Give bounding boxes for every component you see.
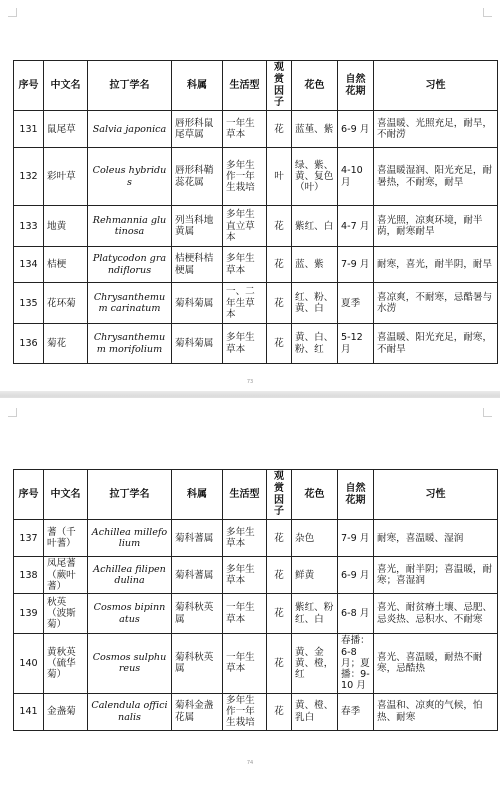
cell-flowering-period: 7-9 月 [338, 247, 374, 283]
cell-chinese-name: 彩叶草 [44, 148, 88, 206]
cell-flowering-period: 7-9 月 [338, 520, 374, 557]
cell-chinese-name: 花环菊 [44, 283, 88, 324]
cell-latin-name: Coleus hybridus [88, 148, 172, 206]
cell-chinese-name: 菊花 [44, 324, 88, 364]
cell-no: 132 [14, 148, 44, 206]
cell-ornamental-factor: 花 [267, 693, 292, 730]
cell-flowering-period: 春播：6-8 月；夏播：9-10 月 [338, 634, 374, 694]
cell-no: 135 [14, 283, 44, 324]
cell-flowering-period: 6-9 月 [338, 557, 374, 594]
header-chinese-name: 中文名 [44, 470, 88, 520]
cell-ornamental-factor: 花 [267, 520, 292, 557]
table-header-row [14, 61, 498, 111]
cell-flower-color: 杂色 [292, 520, 338, 557]
cell-life-form: 多年生草本 [223, 520, 267, 557]
cell-ornamental-factor: 花 [267, 247, 292, 283]
header-ornamental-factor: 观赏因子 [267, 470, 292, 520]
cell-flower-color: 黄、白、粉、红 [292, 324, 338, 364]
header-life-form: 生活型 [223, 470, 267, 520]
cell-habit: 耐寒，喜光，耐半阴，耐旱 [374, 247, 498, 283]
crop-mark [483, 8, 492, 17]
cell-latin-name: Chrysanthemum carinatum [88, 283, 172, 324]
cell-no: 133 [14, 206, 44, 247]
header-flowering-period: 自然花期 [338, 61, 374, 111]
crop-mark [8, 408, 17, 417]
cell-ornamental-factor: 花 [267, 283, 292, 324]
cell-no: 141 [14, 693, 44, 730]
header-flowering-period: 自然花期 [338, 470, 374, 520]
cell-no: 138 [14, 557, 44, 594]
cell-flowering-period: 4-10 月 [338, 148, 374, 206]
cell-family-genus: 列当科地黄属 [172, 206, 223, 247]
cell-life-form: 一年生草本 [223, 634, 267, 694]
cell-chinese-name: 桔梗 [44, 247, 88, 283]
cell-flower-color: 黄、金黄、橙，红 [292, 634, 338, 694]
cell-life-form: 多年生草本 [223, 324, 267, 364]
cell-life-form: 多年生草本 [223, 557, 267, 594]
page-number: 74 [246, 760, 254, 766]
header-family-genus: 科属 [172, 470, 223, 520]
plant-table-page-74 [13, 469, 498, 731]
cell-chinese-name: 金盏菊 [44, 693, 88, 730]
cell-flowering-period: 6-8 月 [338, 594, 374, 634]
cell-chinese-name: 凤尾蓍（蕨叶蓍） [44, 557, 88, 594]
cell-life-form: 一年生草本 [223, 594, 267, 634]
cell-latin-name: Cosmos bipinnatus [88, 594, 172, 634]
table-row [14, 247, 498, 283]
crop-mark [483, 408, 492, 417]
cell-flower-color: 红、粉、黄、白 [292, 283, 338, 324]
cell-habit: 喜温暖、光照充足，耐旱，不耐涝 [374, 111, 498, 148]
crop-mark [8, 8, 17, 17]
plant-table-page-73 [13, 60, 498, 364]
table-row [14, 634, 498, 694]
header-no: 序号 [14, 470, 44, 520]
cell-latin-name: Achillea filipendulina [88, 557, 172, 594]
cell-life-form: 一、二年生草本 [223, 283, 267, 324]
cell-family-genus: 桔梗科桔梗属 [172, 247, 223, 283]
cell-no: 134 [14, 247, 44, 283]
cell-habit: 喜温暖湿润、阳光充足，耐暑热，不耐寒，耐旱 [374, 148, 498, 206]
header-latin-name: 拉丁学名 [88, 61, 172, 111]
cell-family-genus: 菊科秋英属 [172, 634, 223, 694]
header-chinese-name: 中文名 [44, 61, 88, 111]
header-flower-color: 花色 [292, 61, 338, 111]
cell-habit: 耐寒，喜温暖、湿润 [374, 520, 498, 557]
cell-family-genus: 菊科蓍属 [172, 520, 223, 557]
cell-chinese-name: 秋英（波斯菊） [44, 594, 88, 634]
cell-ornamental-factor: 花 [267, 557, 292, 594]
cell-latin-name: Achillea millefolium [88, 520, 172, 557]
cell-flower-color: 黄、橙、乳白 [292, 693, 338, 730]
cell-life-form: 多年生草本 [223, 247, 267, 283]
header-ornamental-factor: 观赏因子 [267, 61, 292, 111]
cell-latin-name: Chrysanthemum morifolium [88, 324, 172, 364]
table-row [14, 324, 498, 364]
cell-flowering-period: 春季 [338, 693, 374, 730]
cell-life-form: 多年生作一年生栽培 [223, 693, 267, 730]
cell-habit: 喜光、喜温暖，耐热不耐寒，忌酷热 [374, 634, 498, 694]
table-row [14, 148, 498, 206]
cell-habit: 喜光，耐半阴；喜温暖，耐寒；喜湿润 [374, 557, 498, 594]
cell-family-genus: 菊科秋英属 [172, 594, 223, 634]
cell-habit: 喜温和、凉爽的气候，怕热、耐寒 [374, 693, 498, 730]
table-row [14, 520, 498, 557]
cell-flowering-period: 夏季 [338, 283, 374, 324]
cell-no: 136 [14, 324, 44, 364]
header-flower-color: 花色 [292, 470, 338, 520]
cell-family-genus: 菊科金盏花属 [172, 693, 223, 730]
cell-no: 139 [14, 594, 44, 634]
cell-life-form: 多年生直立草本 [223, 206, 267, 247]
cell-habit: 喜光照，凉爽环境，耐半荫，耐寒耐旱 [374, 206, 498, 247]
cell-ornamental-factor: 花 [267, 594, 292, 634]
cell-flower-color: 紫红、白 [292, 206, 338, 247]
cell-chinese-name: 蓍（千叶蓍） [44, 520, 88, 557]
cell-ornamental-factor: 花 [267, 634, 292, 694]
table-row [14, 206, 498, 247]
cell-family-genus: 菊科蓍属 [172, 557, 223, 594]
cell-no: 137 [14, 520, 44, 557]
cell-latin-name: Cosmos sulphureus [88, 634, 172, 694]
cell-habit: 喜凉爽，不耐寒，忌酷暑与水涝 [374, 283, 498, 324]
header-habit: 习性 [374, 470, 498, 520]
table-header-row [14, 470, 498, 520]
cell-flower-color: 紫红、粉红、白 [292, 594, 338, 634]
cell-no: 131 [14, 111, 44, 148]
cell-habit: 喜温暖、阳光充足，耐寒，不耐旱 [374, 324, 498, 364]
cell-life-form: 多年生作一年生栽培 [223, 148, 267, 206]
header-life-form: 生活型 [223, 61, 267, 111]
cell-ornamental-factor: 花 [267, 111, 292, 148]
cell-ornamental-factor: 花 [267, 206, 292, 247]
page-number: 73 [246, 379, 254, 385]
cell-chinese-name: 鼠尾草 [44, 111, 88, 148]
cell-no: 140 [14, 634, 44, 694]
cell-habit: 喜光、耐贫瘠土壤、忌肥、忌炎热、忌积水、不耐寒 [374, 594, 498, 634]
cell-latin-name: Rehmannia glutinosa [88, 206, 172, 247]
cell-family-genus: 菊科菊属 [172, 283, 223, 324]
cell-latin-name: Salvia japonica [88, 111, 172, 148]
cell-flower-color: 绿、紫、黄、复色（叶） [292, 148, 338, 206]
header-no: 序号 [14, 61, 44, 111]
cell-flowering-period: 5-12 月 [338, 324, 374, 364]
table-row [14, 594, 498, 634]
cell-chinese-name: 黄秋英（硫华菊） [44, 634, 88, 694]
cell-flower-color: 蓝、紫 [292, 247, 338, 283]
header-family-genus: 科属 [172, 61, 223, 111]
header-habit: 习性 [374, 61, 498, 111]
cell-ornamental-factor: 叶 [267, 148, 292, 206]
cell-flower-color: 蓝堇、紫 [292, 111, 338, 148]
cell-latin-name: Calendula officinalis [88, 693, 172, 730]
cell-flowering-period: 6-9 月 [338, 111, 374, 148]
table-row [14, 557, 498, 594]
cell-latin-name: Platycodon grandiflorus [88, 247, 172, 283]
cell-flower-color: 鲜黄 [292, 557, 338, 594]
cell-ornamental-factor: 花 [267, 324, 292, 364]
cell-chinese-name: 地黄 [44, 206, 88, 247]
cell-family-genus: 唇形科鞘蕊花属 [172, 148, 223, 206]
cell-life-form: 一年生草本 [223, 111, 267, 148]
cell-family-genus: 菊科菊属 [172, 324, 223, 364]
cell-family-genus: 唇形科鼠尾草属 [172, 111, 223, 148]
table-row [14, 283, 498, 324]
table-row [14, 693, 498, 730]
cell-flowering-period: 4-7 月 [338, 206, 374, 247]
table-row [14, 111, 498, 148]
header-latin-name: 拉丁学名 [88, 470, 172, 520]
